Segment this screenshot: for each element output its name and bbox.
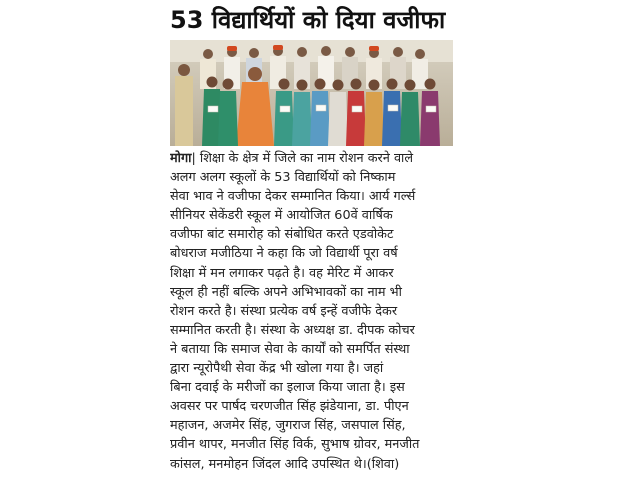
article-line: सम्मानित करती है। संस्था के अध्यक्ष डा. दीपक कोचर — [170, 322, 415, 338]
article-line: सीनियर सेकेंडरी स्कूल में आयोजित 60वें वार्षिक — [170, 208, 393, 224]
article-line: मोगा| शिक्षा के क्षेत्र में जिले का नाम रोशन करने वाले — [170, 151, 414, 166]
article-line: वजीफा बांट समारोह को संबोधित करते एडवोकेट — [170, 227, 394, 243]
article-line: प्रवीन थापर, मनजीत सिंह विर्क, सुभाष ग्रोवर, मनजीत — [170, 437, 420, 453]
article-line: अलग अलग स्कूलों के 53 विद्यार्थियों को निष्काम — [170, 170, 396, 186]
article-line: ने बताया कि समाज सेवा के कार्यों को समर्पित संस्था — [170, 341, 410, 357]
article-line: बोधराज मजीठिया ने कहा कि जो विद्यार्थी पूरा वर्ष — [170, 246, 398, 262]
article-line-text: शिक्षा के क्षेत्र में जिले का नाम रोशन करने वाले — [199, 151, 414, 166]
group-photo — [170, 40, 453, 146]
article-line: शिक्षा में मन लगाकर पढ़ते है। वह मेरिट में आकर — [170, 265, 394, 281]
article-line: कांसल, मनमोहन जिंदल आदि उपस्थित थे।(शिवा) — [170, 456, 400, 472]
article-line: द्वारा न्यूरोपैथी सेवा केंद्र भी खोला गया है। जहां — [170, 361, 384, 377]
article-line: महाजन, अजमेर सिंह, जुगराज सिंह, जसपाल सिंह, — [170, 418, 406, 434]
article-line: सेवा भाव ने वजीफा देकर सम्मानित किया। आर्य गर्ल्स — [170, 189, 416, 205]
article-line: रोशन करते है। संस्था प्रत्येक वर्ष इन्हें वजीफे देकर — [170, 303, 398, 319]
dateline: मोगा — [170, 151, 192, 166]
article-line: बिना दवाई के मरीजों का इलाज किया जाता है। इस — [170, 380, 405, 396]
article-body — [170, 149, 460, 474]
article-line: स्कूल ही नहीं बल्कि अपने अभिभावकों का नाम भी — [170, 284, 402, 300]
headline: 53 विद्यार्थियों को दिया वजीफा — [170, 6, 446, 34]
article-line: अवसर पर पार्षद चरणजीत सिंह झंडेयाना, डा. पीएन — [170, 399, 409, 415]
